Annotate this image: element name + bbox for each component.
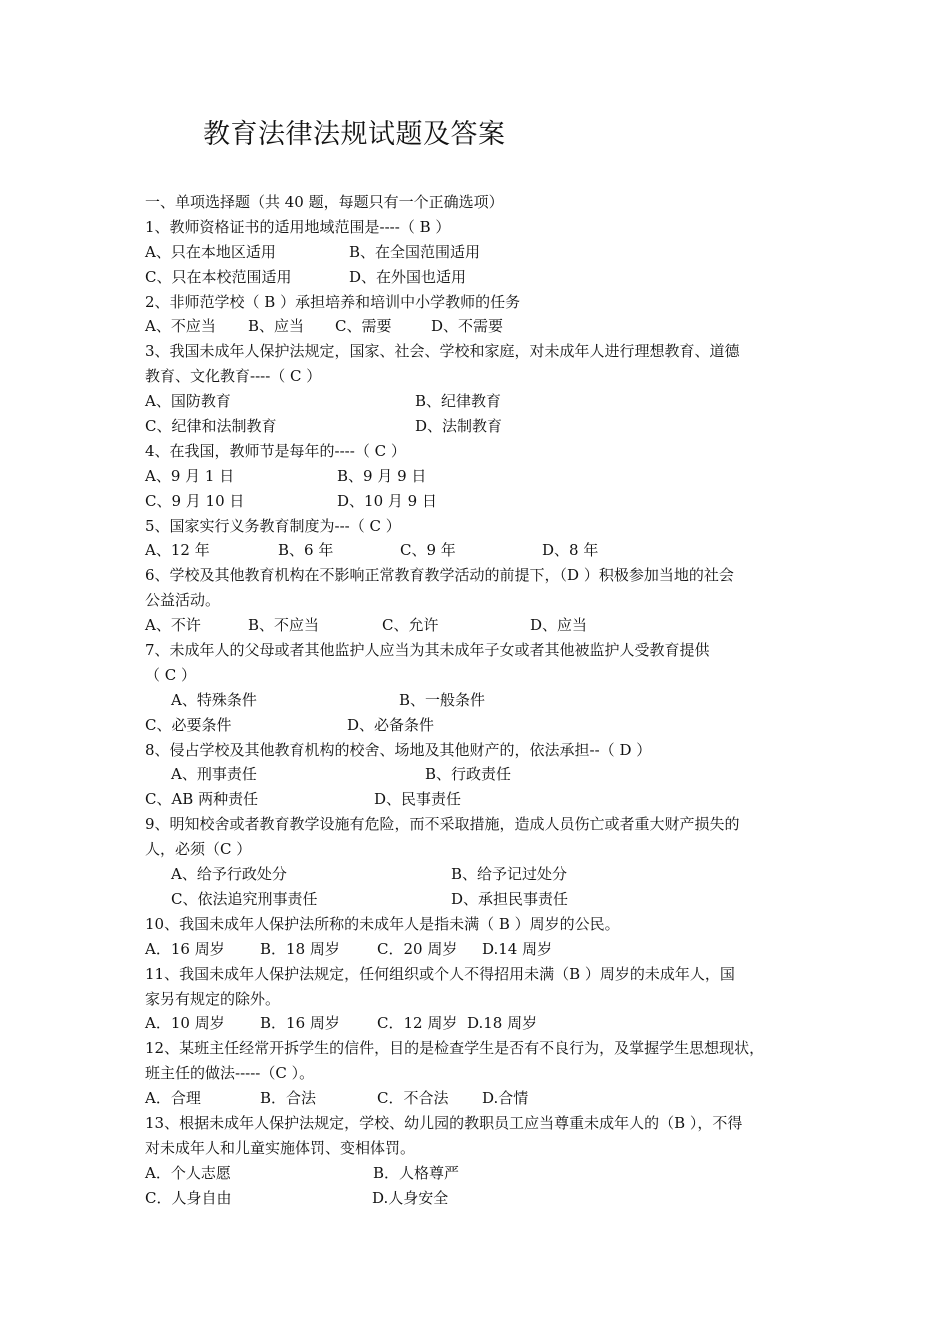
question-stem: 6、学校及其他教育机构在不影响正常教育教学活动的前提下，（D ）积极参加当地的社会: [145, 566, 734, 585]
question-stem: 4、在我国，教师节是每年的----（ C ）: [145, 441, 406, 460]
option-row: [145, 414, 815, 439]
option-row: [145, 314, 815, 339]
option-a: A、国防教育: [145, 392, 231, 411]
option-d: D、不需要: [431, 317, 504, 336]
option-c: C、需要: [335, 317, 392, 336]
option-row: [145, 713, 815, 738]
question-stem: 11、我国未成年人保护法规定，任何组织或个人不得招用未满（B ）周岁的未成年人，国: [145, 964, 735, 983]
question-stem: 班主任的做法-----（C ）。: [145, 1064, 315, 1083]
option-d: D、8 年: [542, 541, 599, 560]
option-row: [145, 937, 815, 962]
option-b: D、民事责任: [374, 790, 462, 809]
option-a: C、AB 两种责任: [145, 790, 259, 809]
option-row: [145, 489, 815, 514]
option-b: D、法制教育: [415, 417, 503, 436]
question-stem: 8、侵占学校及其他教育机构的校舍、场地及其他财产的，依法承担--（ D ）: [145, 740, 652, 759]
option-b: B、给予记过处分: [451, 865, 568, 884]
question-stem: 10、我国未成年人保护法所称的未成年人是指未满（ B ）周岁的公民。: [145, 914, 620, 933]
question-stem: 7、未成年人的父母或者其他监护人应当为其未成年子女或者其他被监护人受教育提供: [145, 641, 710, 660]
question-stem: 12、某班主任经常开拆学生的信件，目的是检查学生是否有不良行为，及掌握学生思想现状，: [145, 1039, 765, 1058]
question-stem: 人，必须（C ）: [145, 840, 252, 859]
option-a: A、不许: [145, 616, 201, 635]
option-d: D.18 周岁: [467, 1014, 538, 1033]
option-row: [145, 688, 815, 713]
option-b: D、必备条件: [347, 715, 435, 734]
option-a: C、9 月 10 日: [145, 491, 245, 510]
option-row: [145, 1011, 815, 1036]
option-row: [145, 762, 815, 787]
question-stem: 家另有规定的除外。: [145, 989, 281, 1008]
option-row: [145, 265, 815, 290]
option-a: A．16 周岁: [145, 939, 225, 958]
question-stem: 13、根据未成年人保护法规定，学校、幼儿园的教职员工应当尊重未成年人的（B ），不得: [145, 1113, 743, 1132]
option-b: B．人格尊严: [373, 1163, 460, 1182]
option-b: B、在全国范围适用: [349, 242, 481, 261]
option-c: C、9 年: [400, 541, 456, 560]
option-a: C．人身自由: [145, 1188, 232, 1207]
option-row: [145, 1086, 815, 1111]
section-heading: 一、单项选择题（共 40 题，每题只有一个正确选项）: [145, 193, 504, 211]
option-b: B、纪律教育: [415, 392, 502, 411]
option-row: [145, 1161, 815, 1186]
option-row: [145, 613, 815, 638]
option-row: [145, 389, 815, 414]
option-row: [145, 862, 815, 887]
option-b: B．16 周岁: [260, 1014, 340, 1033]
option-a: A．10 周岁: [145, 1014, 225, 1033]
option-b: B．合法: [260, 1089, 317, 1108]
option-a: A．个人志愿: [145, 1163, 231, 1182]
question-stem: 2、非师范学校（ B ）承担培养和培训中小学教师的任务: [145, 292, 521, 311]
option-a: A、只在本地区适用: [145, 242, 276, 261]
option-b: D、在外国也适用: [349, 267, 467, 286]
option-c: C．12 周岁: [377, 1014, 458, 1033]
questions: [145, 215, 815, 1211]
option-b: B．18 周岁: [260, 939, 340, 958]
option-a: A、刑事责任: [171, 765, 257, 784]
option-b: B、6 年: [278, 541, 334, 560]
question-stem: 1、教师资格证书的适用地域范围是----（ B ）: [145, 217, 451, 236]
option-a: C、只在本校范围适用: [145, 267, 292, 286]
option-row: [145, 464, 815, 489]
option-b: D.人身安全: [372, 1188, 449, 1207]
option-b: B、不应当: [248, 616, 320, 635]
question-stem: 3、我国未成年人保护法规定，国家、社会、学校和家庭，对未成年人进行理想教育、道德: [145, 342, 740, 361]
option-a: A、给予行政处分: [171, 865, 287, 884]
option-a: C、依法追究刑事责任: [171, 889, 318, 908]
option-row: [145, 240, 815, 265]
option-a: C、纪律和法制教育: [145, 417, 277, 436]
option-a: A、12 年: [145, 541, 210, 560]
option-a: A、不应当: [145, 317, 216, 336]
option-row: [145, 787, 815, 812]
option-d: D.14 周岁: [482, 939, 553, 958]
option-b: B、应当: [248, 317, 305, 336]
question-stem: 教育、文化教育----（ C ）: [145, 367, 322, 386]
question-stem: 公益活动。: [145, 591, 221, 610]
option-c: C、允许: [382, 616, 439, 635]
option-b: D、承担民事责任: [451, 889, 569, 908]
option-a: C、必要条件: [145, 715, 232, 734]
option-row: [145, 1186, 815, 1211]
option-b: D、10 月 9 日: [337, 491, 437, 510]
question-stem: 9、明知校舍或者教育教学设施有危险，而不采取措施，造成人员伤亡或者重大财产损失的: [145, 815, 740, 834]
document-title: 教育法律法规试题及答案: [203, 119, 506, 150]
option-b: B、9 月 9 日: [337, 466, 427, 485]
question-stem: 对未成年人和儿童实施体罚、变相体罚。: [145, 1138, 416, 1157]
option-d: D.合情: [482, 1089, 529, 1108]
option-row: [145, 887, 815, 912]
option-a: A、9 月 1 日: [145, 466, 235, 485]
question-stem: 5、国家实行义务教育制度为---（ C ）: [145, 516, 401, 535]
option-d: D、应当: [530, 616, 588, 635]
question-list: [145, 190, 815, 1211]
option-c: C．不合法: [377, 1089, 449, 1108]
option-b: B、一般条件: [399, 690, 486, 709]
option-a: A．合理: [145, 1089, 201, 1108]
option-row: [145, 538, 815, 563]
option-a: A、特殊条件: [171, 690, 257, 709]
option-c: C．20 周岁: [377, 939, 458, 958]
question-stem: （ C ）: [145, 665, 197, 684]
option-b: B、行政责任: [425, 765, 512, 784]
